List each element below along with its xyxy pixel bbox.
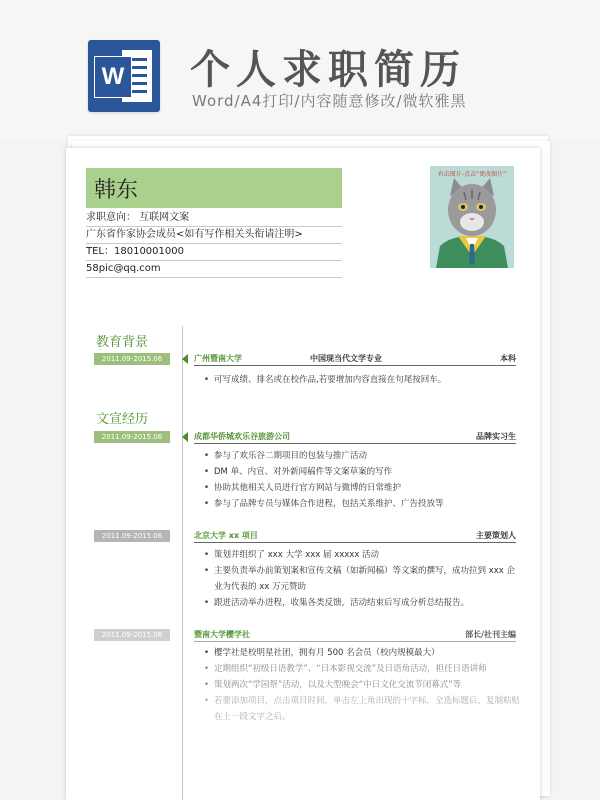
- bullet-item[interactable]: • 策划两次“学园祭”活动，以及大型晚会“中日文化交流节闭幕式”等: [204, 677, 520, 693]
- info-phone[interactable]: TEL：18010001000: [86, 244, 342, 261]
- item-header: [194, 430, 516, 444]
- date-tag[interactable]: 2011.09-2015.06: [94, 431, 170, 443]
- bullet-item[interactable]: • 定期组织“初级日语教学”、“日本影视交流”及日语角活动，担任日语讲师: [204, 661, 520, 677]
- resume-page: [66, 148, 540, 800]
- timeline-line: [182, 326, 183, 800]
- cat-portrait-icon: [430, 166, 514, 268]
- bullet-item[interactable]: • 跟进活动举办进程，收集各类反馈，活动结束后写成分析总结报告。: [204, 595, 520, 611]
- item-role[interactable]: 本科: [500, 354, 516, 363]
- item-org[interactable]: 广州暨南大学: [194, 354, 242, 363]
- item-header: [194, 352, 516, 366]
- item-role[interactable]: 主要策划人: [476, 531, 516, 540]
- bullet-item[interactable]: • 樱学社是校明星社团，拥有月 500 名会员（校内规模最大）: [204, 645, 520, 661]
- photo-caption: 右击图片-点击“更改图片”: [437, 171, 507, 178]
- bullet-item[interactable]: • 参与了欢乐谷二期项目的包装与推广活动: [204, 448, 520, 464]
- item-bullets: [204, 645, 520, 725]
- section-title-education: 教育背景: [96, 335, 149, 350]
- bullet-item[interactable]: • 参与了品牌专员与媒体合作进程，包括关系维护、广告投放等: [204, 496, 520, 512]
- date-tag[interactable]: 2011.09-2015.06: [94, 530, 170, 542]
- item-org[interactable]: 暨南大学樱学社: [194, 630, 250, 639]
- item-major[interactable]: 中国现当代文学专业: [310, 354, 382, 363]
- info-job-intention[interactable]: 求职意向： 互联网文案: [86, 210, 342, 227]
- item-bullets: [204, 448, 520, 512]
- banner-title: 个人求职简历: [190, 47, 466, 93]
- timeline-pointer: [182, 354, 188, 364]
- bullet-item[interactable]: • 策划并组织了 xxx 大学 xxx 届 xxxxx 活动: [204, 547, 520, 563]
- item-bullets: [204, 372, 520, 388]
- name-block: [86, 168, 342, 208]
- info-email[interactable]: 58pic@qq.com: [86, 261, 342, 278]
- item-org[interactable]: 成都华侨城欢乐谷旅游公司: [194, 432, 290, 441]
- timeline-pointer: [182, 432, 188, 442]
- bullet-item[interactable]: • 可写成绩、排名或在校作品,若要增加内容直接在句尾按回车。: [204, 372, 520, 388]
- candidate-name[interactable]: 韩东: [94, 178, 139, 203]
- item-bullets: [204, 547, 520, 611]
- banner-subtitle: Word/A4打印/内容随意修改/微软雅黑: [192, 92, 467, 110]
- item-header: [194, 529, 516, 543]
- word-logo-letter: W: [94, 56, 132, 98]
- bullet-item[interactable]: • 主要负责举办前策划案和宣传文稿（如新闻稿）等文案的撰写，成功拉到 xxx 企业为代表的 xx 万元赞助: [204, 563, 520, 595]
- bullet-item[interactable]: • DM 单、内宣、对外新闻稿件等文案草案的写作: [204, 464, 520, 480]
- date-tag[interactable]: 2011.09-2015.06: [94, 629, 170, 641]
- section-title-experience: 文宣经历: [96, 412, 149, 427]
- bullet-item[interactable]: • 若要添加项目，点击项目时间，单击左上角出现的十字标，全选标题后，复制粘贴在上一段文字之后。: [204, 693, 520, 725]
- profile-photo[interactable]: [430, 166, 514, 268]
- item-role[interactable]: 部长/社刊主编: [465, 630, 516, 639]
- item-role[interactable]: 品牌实习生: [476, 432, 516, 441]
- banner: [0, 0, 600, 140]
- date-tag[interactable]: 2011.09-2015.06: [94, 353, 170, 365]
- word-icon: [88, 40, 160, 112]
- bullet-item[interactable]: • 协助其他相关人员进行官方网站与微博的日常维护: [204, 480, 520, 496]
- info-membership[interactable]: 广东省作家协会成员<如有写作相关头衔请注明>: [86, 227, 342, 244]
- item-header: [194, 628, 516, 642]
- item-org[interactable]: 北京大学 xx 项目: [194, 531, 258, 540]
